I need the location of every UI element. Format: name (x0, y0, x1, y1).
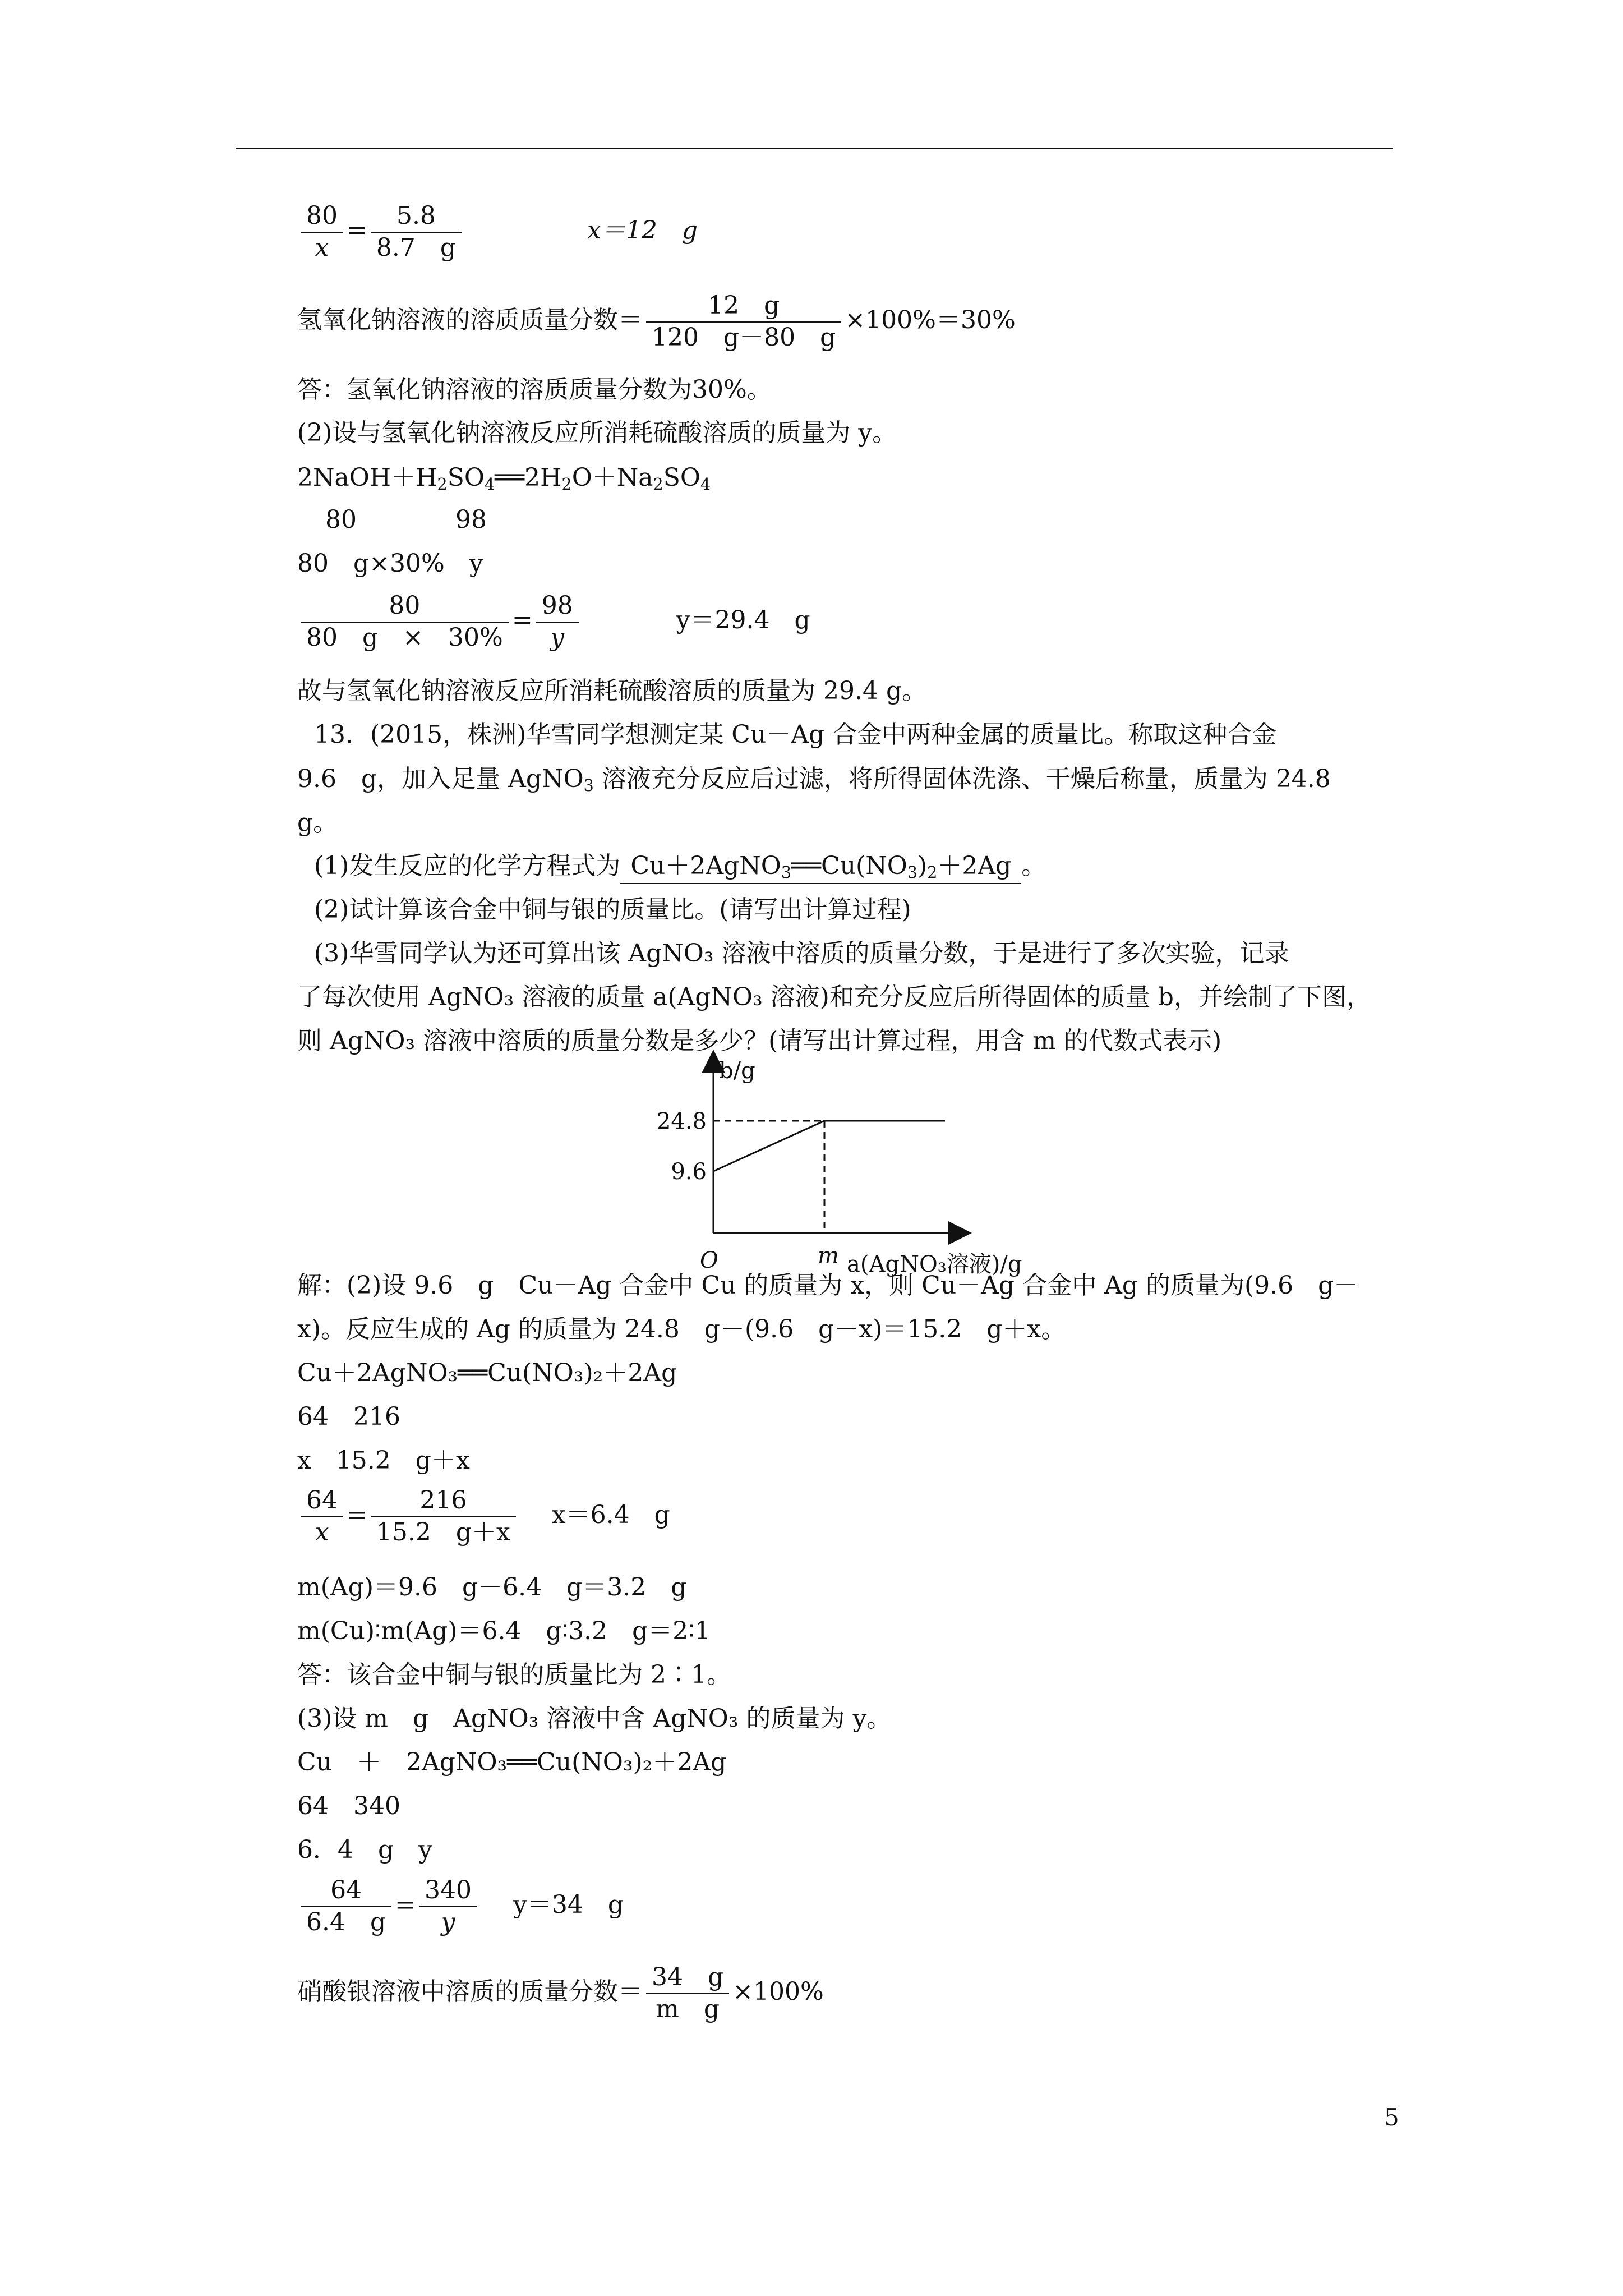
fraction: $\frac{80}{x}$ (301, 202, 343, 262)
part2-intro: (2)设与氢氧化钠溶液反应所消耗硫酸溶质的质量为 y。 (297, 418, 897, 447)
ratio-row: 80 98 (325, 505, 487, 534)
fraction: $\frac{64}{6.4 g}$ (301, 1876, 391, 1936)
answer-3: 答：该合金中铜与银的质量比为 2∶1。 (297, 1660, 731, 1689)
fraction: $\frac{12 g}{120 g-80 g}$ (646, 292, 841, 352)
mass-ratio-line: m(Cu)∶m(Ag)＝6.4 g∶3.2 g＝2∶1 (297, 1617, 711, 1645)
x-tick-m: m (818, 1243, 839, 1269)
ratio-row: 80 g×30% y (297, 549, 483, 578)
question-13-sub-3-line-1: (3)华雪同学认为还可算出该 AgNO₃ 溶液中溶质的质量分数，于是进行了多次实验，记录 (314, 939, 1289, 968)
question-13-sub-2: (2)试计算该合金中铜与银的质量比。(请写出计算过程) (314, 895, 911, 924)
final-fraction-line: 硝酸银溶液中溶质的质量分数＝ $\frac{34 g}{\text{m g}}$ ×100% (297, 1963, 824, 2023)
calc-x2-line: $\frac{64}{x}$ = $\frac{216}{15.2 g+x}$ x＝6.4 g (297, 1487, 670, 1547)
mass-ag-line: m(Ag)＝9.6 g－6.4 g＝3.2 g (297, 1573, 687, 1602)
page-number: 5 (1384, 2104, 1399, 2131)
calc-y2-line: $\frac{64}{6.4 g}$ = $\frac{340}{y}$ y＝34 g (297, 1876, 624, 1936)
origin-label: O (700, 1248, 718, 1273)
calc-y-line: $\frac{80}{80 g \times 30\%}$ = $\frac{98}{y}$ y＝29.4 g (297, 592, 810, 652)
y-tick-9-6: 9.6 (671, 1159, 707, 1185)
chemical-equation-cu: Cu＋2AgNO₃══Cu(NO₃)₂＋2Ag (297, 1359, 677, 1387)
answer-2: 故与氢氧化钠溶液反应所消耗硫酸溶质的质量为 29.4 g。 (297, 677, 927, 705)
question-13-line-1: 13．(2015，株洲)华雪同学想测定某 Cu－Ag 合金中两种金属的质量比。称取这种合金 (314, 720, 1277, 749)
fraction: $\frac{64}{x}$ (301, 1487, 343, 1547)
naoh-fraction-line: 氢氧化钠溶液的溶质质量分数＝ $\frac{12 g}{120 g-80 g}$ ×100%＝30% (297, 291, 1016, 352)
fraction: $\frac{98}{y}$ (536, 592, 579, 652)
fraction: $\frac{216}{15.2 g+x}$ (371, 1487, 516, 1547)
part3-intro: (3)设 m g AgNO₃ 溶液中含 AgNO₃ 的质量为 y。 (297, 1704, 892, 1733)
fraction: $\frac{5.8}{8.7 g}$ (371, 202, 462, 262)
fraction: $\frac{340}{y}$ (419, 1876, 477, 1936)
calc-x-line: $\frac{80}{x}$ = $\frac{5.8}{8.7 g}$ x＝12 g (297, 202, 698, 262)
solid-mass-chart (617, 1049, 1066, 1285)
solution-line-2: x)。反应生成的 Ag 的质量为 24.8 g－(9.6 g－x)＝15.2 g＋x。 (297, 1315, 1066, 1343)
chemical-equation-naoh: $2NaOH+H_2SO_4══2H_2O+Na_2SO_4$ (297, 463, 711, 494)
ratio-row: 64 340 (297, 1792, 400, 1820)
fraction: $\frac{80}{80 g \times 30\%}$ (301, 592, 509, 652)
chemical-equation-cu-2: Cu ＋ 2AgNO₃══Cu(NO₃)₂＋2Ag (297, 1748, 727, 1777)
answer-blank: $Cu+2AgNO_3══Cu(NO_3)_2+2Ag$ (620, 854, 1021, 884)
ratio-row: 64 216 (297, 1402, 400, 1431)
question-13-line-3: g。 (297, 808, 338, 837)
chart-svg (617, 1049, 1066, 1285)
answer-1: 答：氢氧化钠溶液的溶质质量分数为30%。 (297, 375, 772, 404)
question-13-sub-3-line-3: 则 AgNO₃ 溶液中溶质的质量分数是多少？(请写出计算过程，用含 m 的代数式表示) (297, 1027, 1222, 1055)
question-13-sub-3-line-2: 了每次使用 AgNO₃ 溶液的质量 a(AgNO₃ 溶液)和充分反应后所得固体的质量 b，并绘制了下图， (297, 983, 1371, 1011)
fraction: $\frac{34 g}{\text{m g}}$ (646, 1963, 729, 2023)
header-rule (236, 148, 1393, 149)
series-rising-segment (713, 1121, 824, 1171)
ratio-row: x 15.2 g＋x (297, 1446, 470, 1475)
question-13-line-2: 9.6 g，加入足量 AgNO$_3$ 溶液充分反应后过滤，将所得固体洗涤、干燥后称量，质量为 24.8 (297, 765, 1331, 795)
y-tick-24-8: 24.8 (656, 1108, 707, 1134)
solution-line-1: 解：(2)设 9.6 g Cu－Ag 合金中 Cu 的质量为 x，则 Cu－Ag 合金中 Ag 的质量为(9.6 g－ (297, 1271, 1359, 1300)
question-13-sub-1: (1)发生反应的化学方程式为 $Cu+2AgNO_3══Cu(NO_3)_2+2Ag$ 。 (314, 854, 1046, 884)
y-axis-label: b/g (719, 1058, 755, 1084)
x-axis-label: a(AgNO₃溶液)/g (847, 1251, 1022, 1277)
ratio-row: 6．4 g y (297, 1835, 433, 1864)
